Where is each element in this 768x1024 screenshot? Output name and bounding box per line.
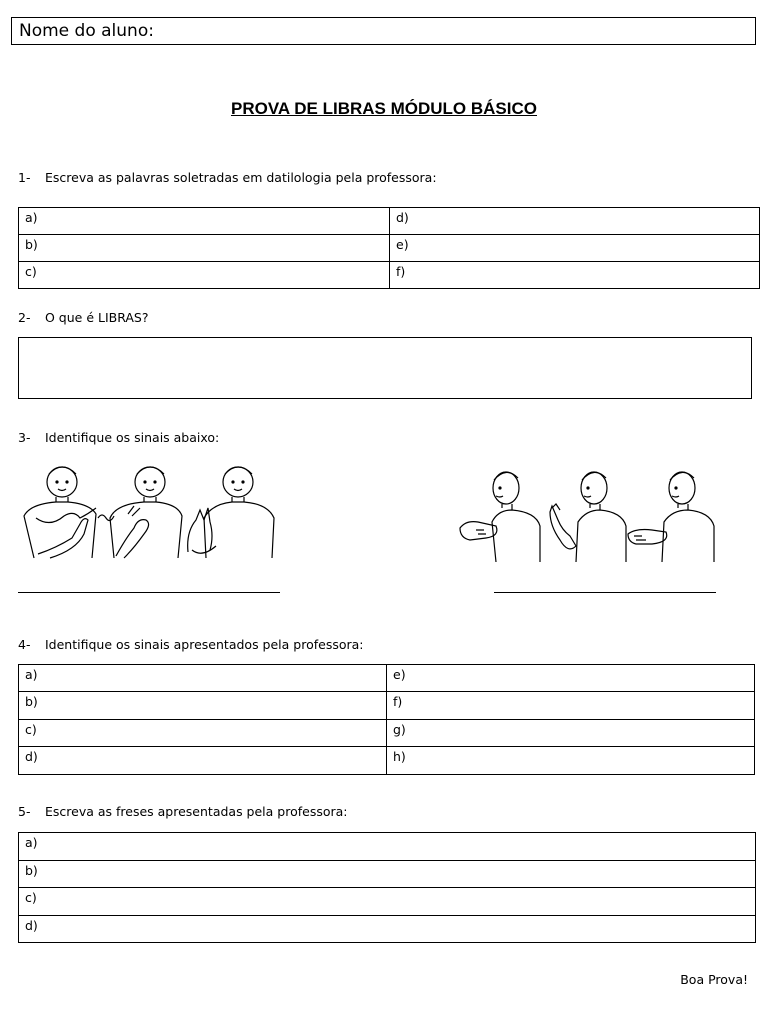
signer-figure-4: [460, 472, 540, 562]
answer-cell-a[interactable]: a): [19, 208, 390, 235]
answer-cell-d[interactable]: d): [19, 747, 387, 775]
sign-answer-line-left[interactable]: [18, 592, 280, 593]
sentence-row-b[interactable]: b): [19, 861, 756, 888]
sign-answer-line-right[interactable]: [494, 592, 716, 593]
question-5: [18, 804, 348, 819]
signer-figure-3: [188, 467, 274, 558]
answer-cell-a[interactable]: a): [19, 665, 387, 692]
question-3-text: Identifique os sinais abaixo:: [44, 430, 220, 445]
question-2-number: 2-: [18, 310, 31, 325]
question-1-answer-table: [18, 207, 760, 289]
answer-cell-e[interactable]: e): [387, 665, 755, 692]
answer-cell-f[interactable]: f): [390, 262, 760, 289]
sign-illustration-left: [16, 458, 278, 568]
signer-figure-5: [550, 472, 626, 562]
question-2-text: O que é LIBRAS?: [44, 310, 149, 325]
closing-message: Boa Prova!: [680, 972, 748, 987]
page-title: PROVA DE LIBRAS MÓDULO BÁSICO: [230, 99, 537, 118]
student-name-label: Nome do aluno:: [19, 21, 154, 41]
signer-figure-2: [98, 467, 182, 558]
student-name-field[interactable]: [11, 17, 756, 45]
sentence-row-d[interactable]: d): [19, 916, 756, 943]
sentence-row-a[interactable]: a): [19, 833, 756, 861]
answer-cell-g[interactable]: g): [387, 720, 755, 747]
question-1-number: 1-: [18, 170, 31, 185]
sign-illustration-right: [456, 466, 720, 566]
question-4-number: 4-: [18, 637, 31, 652]
answer-cell-b[interactable]: b): [19, 235, 390, 262]
answer-cell-d[interactable]: d): [390, 208, 760, 235]
signer-figure-1: [24, 467, 96, 558]
answer-cell-e[interactable]: e): [390, 235, 760, 262]
question-1-text: Escreva as palavras soletradas em datilologia pela professora:: [44, 170, 437, 185]
question-2-answer-box[interactable]: [18, 337, 752, 399]
answer-cell-f[interactable]: f): [387, 692, 755, 720]
sentence-row-c[interactable]: c): [19, 888, 756, 916]
question-4: [18, 637, 364, 652]
question-3-number: 3-: [18, 430, 31, 445]
question-4-answer-table: [18, 664, 755, 775]
question-2: [18, 310, 149, 325]
question-5-answer-table: [18, 832, 756, 943]
question-1: [18, 170, 437, 185]
answer-cell-c[interactable]: c): [19, 720, 387, 747]
question-3: [18, 430, 219, 445]
question-4-text: Identifique os sinais apresentados pela professora:: [44, 637, 364, 652]
question-5-text: Escreva as freses apresentadas pela professora:: [44, 804, 348, 819]
answer-cell-b[interactable]: b): [19, 692, 387, 720]
question-5-number: 5-: [18, 804, 31, 819]
answer-cell-c[interactable]: c): [19, 262, 390, 289]
answer-cell-h[interactable]: h): [387, 747, 755, 775]
signer-figure-6: [628, 472, 714, 562]
